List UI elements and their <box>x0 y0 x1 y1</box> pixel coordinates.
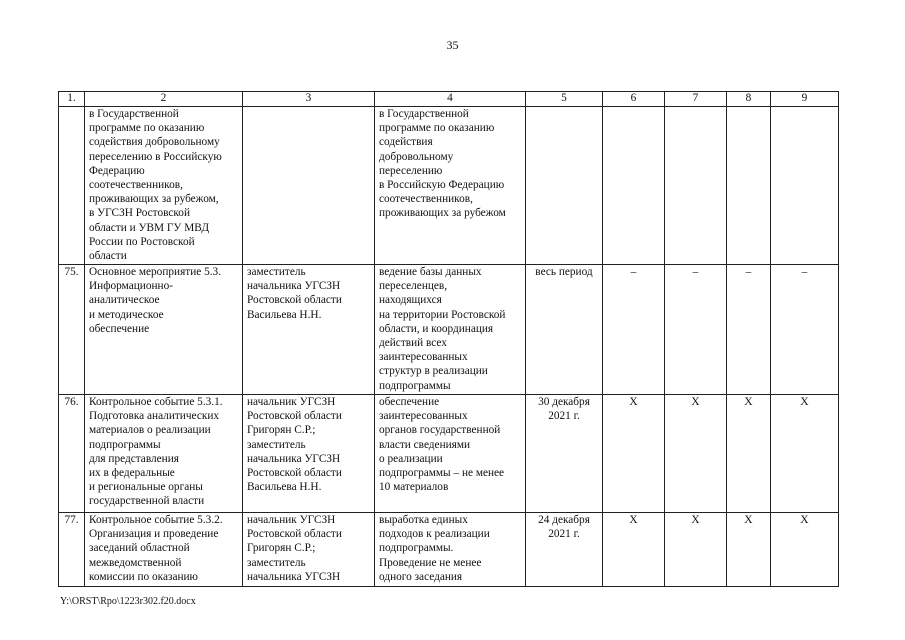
cell-line: соотечественников, <box>89 179 183 192</box>
header-cell: 1. <box>59 92 85 107</box>
cell-line: Контрольное событие 5.3.2. <box>89 514 223 526</box>
cell-line: в Государственной <box>89 108 179 120</box>
cell-line: проживающих за рубежом, <box>89 193 219 206</box>
cell-line: подпрограммы – не менее <box>379 467 505 480</box>
table-body <box>59 107 839 587</box>
result-cell <box>375 265 526 395</box>
cell-line: власти сведениями <box>379 438 471 451</box>
header-cell: 4 <box>375 92 526 107</box>
responsible-cell <box>243 395 375 513</box>
row-number: 76. <box>59 395 85 513</box>
cell-line: области, и координация <box>379 322 494 335</box>
cell-line: начальника УГСЗН <box>247 570 341 583</box>
table-row <box>59 265 839 395</box>
header-row <box>59 92 839 107</box>
cell-line: переселению <box>379 164 443 177</box>
year-mark-cell <box>665 107 727 265</box>
cell-line: Ростовской области <box>247 467 342 480</box>
cell-line: 2021 г. <box>548 528 580 541</box>
cell-line: подходов к реализации <box>379 528 490 541</box>
cell-line: проживающих за рубежом <box>379 207 506 220</box>
header-cell: 2 <box>85 92 243 107</box>
year-mark-cell: X <box>665 513 727 587</box>
cell-line: выработка единых <box>379 514 468 526</box>
cell-line: 30 декабря <box>538 396 590 408</box>
measure-name-cell <box>85 513 243 587</box>
year-mark-cell: – <box>771 265 839 395</box>
cell-line: обеспечение <box>379 396 440 408</box>
cell-line: Организация и проведение <box>89 528 219 541</box>
cell-line: в УГСЗН Ростовской <box>89 207 190 220</box>
cell-line: заинтересованных <box>379 351 468 364</box>
deadline-cell <box>526 513 603 587</box>
cell-line: весь период <box>535 266 593 278</box>
header-cell: 7 <box>665 92 727 107</box>
header-cell: 6 <box>603 92 665 107</box>
cell-line: в Российскую Федерацию <box>379 179 505 192</box>
cell-line: программе по оказанию <box>89 122 205 135</box>
cell-line: начальника УГСЗН <box>247 280 341 293</box>
cell-line: на территории Ростовской <box>379 308 506 321</box>
cell-line: комиссии по оказанию <box>89 570 198 583</box>
cell-line: о реализации <box>379 452 443 465</box>
table-row <box>59 395 839 513</box>
cell-line: Основное мероприятие 5.3. <box>89 266 222 278</box>
row-number: 75. <box>59 265 85 395</box>
cell-line: переселенцев, <box>379 280 448 293</box>
measures-table <box>58 91 839 587</box>
year-mark-cell: X <box>665 395 727 513</box>
cell-line: одного заседания <box>379 570 463 583</box>
year-mark-cell: – <box>603 265 665 395</box>
year-mark-cell <box>771 107 839 265</box>
year-mark-cell: X <box>727 395 771 513</box>
cell-line: 10 материалов <box>379 481 449 494</box>
result-cell <box>375 107 526 265</box>
cell-line: Ростовской области <box>247 294 342 307</box>
cell-line: переселению в Российскую <box>89 150 222 163</box>
cell-line: начальника УГСЗН <box>247 452 341 465</box>
cell-line: ведение базы данных <box>379 266 482 278</box>
cell-line: России по Ростовской <box>89 235 195 248</box>
cell-line: государственной власти <box>89 495 205 508</box>
year-mark-cell: X <box>771 395 839 513</box>
cell-line: программе по оказанию <box>379 122 495 135</box>
header-cell: 8 <box>727 92 771 107</box>
cell-line: заместитель <box>247 266 306 278</box>
measure-name-cell <box>85 107 243 265</box>
cell-line: подпрограммы <box>379 379 451 392</box>
row-number: 77. <box>59 513 85 587</box>
cell-line: структур в реализации <box>379 365 488 378</box>
year-mark-cell <box>603 107 665 265</box>
cell-line: Информационно- <box>89 280 173 293</box>
cell-line: добровольному <box>379 150 454 163</box>
file-path-footer: Y:\ORST\Rpo\1223r302.f20.docx <box>60 596 196 607</box>
table-row <box>59 513 839 587</box>
cell-line: содействия добровольному <box>89 136 220 149</box>
year-mark-cell: X <box>771 513 839 587</box>
result-cell <box>375 395 526 513</box>
year-mark-cell <box>727 107 771 265</box>
cell-line: 24 декабря <box>538 514 590 526</box>
page-number: 35 <box>446 38 459 52</box>
year-mark-cell: X <box>603 395 665 513</box>
cell-line: Подготовка аналитических <box>89 410 220 423</box>
measure-name-cell <box>85 265 243 395</box>
cell-line: соотечественников, <box>379 193 473 206</box>
year-mark-cell: X <box>727 513 771 587</box>
header-cell: 5 <box>526 92 603 107</box>
cell-line: органов государственной <box>379 424 501 437</box>
cell-line: Федерацию <box>89 164 145 177</box>
cell-line: области и УВМ ГУ МВД <box>89 221 210 234</box>
cell-line: для представления <box>89 452 179 465</box>
result-cell <box>375 513 526 587</box>
table-row <box>59 107 839 265</box>
header-cell: 3 <box>243 92 375 107</box>
cell-line: Васильева Н.Н. <box>247 481 322 494</box>
cell-line: заседаний областной <box>89 542 190 555</box>
deadline-cell <box>526 107 603 265</box>
responsible-cell <box>243 107 375 265</box>
cell-line: заместитель <box>247 556 306 569</box>
cell-line: подпрограммы. <box>379 542 454 555</box>
cell-line: Григорян С.Р.; <box>247 542 316 555</box>
cell-line: области <box>89 250 127 263</box>
cell-line: Васильева Н.Н. <box>247 308 322 321</box>
cell-line: аналитическое <box>89 294 160 307</box>
cell-line: начальник УГСЗН <box>247 514 336 526</box>
cell-line: заинтересованных <box>379 410 468 423</box>
cell-line: Ростовской области <box>247 528 342 541</box>
cell-line: 2021 г. <box>548 410 580 423</box>
cell-line: содействия <box>379 136 433 149</box>
cell-line: Григорян С.Р.; <box>247 424 316 437</box>
cell-line: подпрограммы <box>89 438 161 451</box>
cell-line: находящихся <box>379 294 442 307</box>
responsible-cell <box>243 513 375 587</box>
cell-line: Ростовской области <box>247 410 342 423</box>
cell-line: Контрольное событие 5.3.1. <box>89 396 223 408</box>
measure-name-cell <box>85 395 243 513</box>
cell-line: в Государственной <box>379 108 469 120</box>
cell-line: материалов о реализации <box>89 424 211 437</box>
cell-line: их в федеральные <box>89 467 175 480</box>
year-mark-cell: – <box>727 265 771 395</box>
cell-line: и методическое <box>89 308 164 321</box>
row-number <box>59 107 85 265</box>
cell-line: обеспечение <box>89 322 150 335</box>
cell-line: действий всех <box>379 337 447 350</box>
cell-line: начальник УГСЗН <box>247 396 336 408</box>
cell-line: межведомственной <box>89 556 182 569</box>
cell-line: Проведение не менее <box>379 556 482 569</box>
header-cell: 9 <box>771 92 839 107</box>
deadline-cell <box>526 265 603 395</box>
deadline-cell <box>526 395 603 513</box>
year-mark-cell: X <box>603 513 665 587</box>
cell-line: и региональные органы <box>89 481 203 494</box>
year-mark-cell: – <box>665 265 727 395</box>
cell-line: заместитель <box>247 438 306 451</box>
responsible-cell <box>243 265 375 395</box>
